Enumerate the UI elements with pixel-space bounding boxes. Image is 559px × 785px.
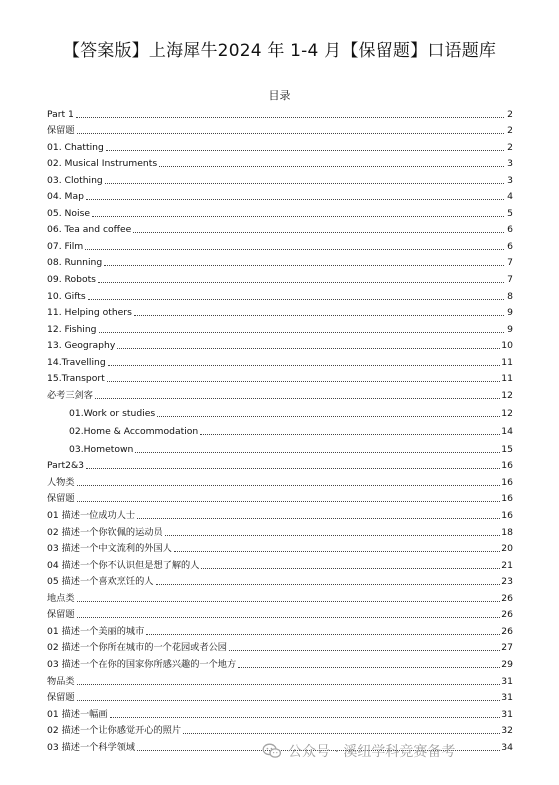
toc-entry-label: 地点类 — [47, 592, 75, 604]
toc-entry-label: 15.Transport — [47, 373, 105, 385]
toc-entry-page: 11 — [501, 356, 513, 368]
toc-leader-dots — [95, 397, 500, 399]
toc-entry[interactable] — [47, 638, 513, 655]
toc-entry-page: 3 — [507, 174, 513, 186]
toc-entry[interactable] — [47, 385, 513, 402]
toc-entry[interactable] — [47, 352, 513, 369]
toc-leader-dots — [146, 633, 500, 635]
toc-entry-label: 05 描述一个喜欢烹饪的人 — [47, 576, 154, 588]
toc-leader-dots — [77, 484, 501, 486]
toc-entry-page: 31 — [501, 708, 513, 720]
toc-entry-page: 27 — [501, 642, 513, 654]
toc-entry-label: 人物类 — [47, 476, 75, 488]
toc-entry-label: 必考三剑客 — [47, 389, 93, 401]
toc-entry-label: 03. Clothing — [47, 174, 103, 186]
toc-leader-dots — [183, 732, 500, 734]
toc-entry[interactable] — [47, 170, 513, 187]
toc-leader-dots — [156, 583, 501, 585]
toc-entry-label: 11. Helping others — [47, 307, 132, 319]
toc-leader-dots — [104, 264, 504, 266]
toc-entry[interactable] — [47, 671, 513, 688]
toc-entry[interactable] — [47, 539, 513, 556]
toc-leader-dots — [238, 666, 500, 668]
toc-entry[interactable] — [47, 303, 513, 320]
toc-entry-label: 02 描述一个你钦佩的运动员 — [47, 526, 163, 538]
toc-entry[interactable] — [47, 187, 513, 204]
toc-entry-label: 04. Map — [47, 191, 84, 203]
toc-entry-label: 01 描述一个美丽的城市 — [47, 625, 145, 637]
toc-entry-page: 3 — [507, 158, 513, 170]
toc-entry-label: 08. Running — [47, 257, 103, 269]
toc-leader-dots — [86, 467, 500, 469]
toc-entry[interactable] — [47, 402, 513, 420]
toc-leader-dots — [77, 699, 501, 701]
toc-entry-label: 02 描述一个你所在城市的一个花园或者公园 — [47, 642, 227, 654]
toc-entry[interactable] — [47, 203, 513, 220]
toc-leader-dots — [110, 716, 501, 718]
toc-leader-dots — [135, 451, 500, 453]
toc-entry[interactable] — [47, 104, 513, 121]
toc-entry-page: 20 — [501, 543, 513, 555]
toc-entry-page: 4 — [507, 191, 513, 203]
toc-entry-page: 15 — [501, 443, 513, 455]
toc-entry-label: 保留题 — [47, 609, 75, 621]
toc-entry-label: 06. Tea and coffee — [47, 224, 132, 236]
toc-leader-dots — [174, 550, 500, 552]
toc-entry[interactable] — [47, 336, 513, 353]
toc-entry-page: 2 — [507, 141, 513, 153]
toc-entry[interactable] — [47, 319, 513, 336]
toc-entry-label: 14.Travelling — [47, 356, 106, 368]
toc-leader-dots — [92, 215, 504, 217]
toc-leader-dots — [229, 649, 500, 651]
toc-entry-page: 2 — [507, 125, 513, 137]
toc-entry-label: 02 描述一个让你感觉开心的照片 — [47, 725, 182, 737]
toc-leader-dots — [86, 198, 504, 200]
toc-entry-label: 09. Robots — [47, 274, 96, 286]
toc-entry-page: 18 — [501, 526, 513, 538]
toc-entry[interactable] — [47, 286, 513, 303]
toc-entry[interactable] — [47, 236, 513, 253]
toc-entry[interactable] — [47, 572, 513, 589]
toc-entry-page: 29 — [501, 658, 513, 670]
toc-entry[interactable] — [47, 220, 513, 237]
toc-entry-label: 01 描述一幅画 — [47, 708, 108, 720]
toc-entry-page: 5 — [507, 207, 513, 219]
toc-leader-dots — [77, 500, 501, 502]
toc-entry[interactable] — [47, 137, 513, 154]
toc-entry-label: 03.Hometown — [69, 443, 134, 455]
toc-leader-dots — [137, 517, 500, 519]
toc-entry-label: 03 描述一个科学领域 — [47, 741, 136, 753]
toc-entry-label: 保留题 — [47, 692, 75, 704]
toc-entry-page: 23 — [501, 576, 513, 588]
toc-leader-dots — [88, 298, 504, 300]
toc-entry[interactable] — [47, 605, 513, 622]
wechat-icon — [262, 743, 282, 759]
toc-entry[interactable] — [47, 654, 513, 671]
toc-entry[interactable] — [47, 505, 513, 522]
toc-leader-dots — [77, 132, 504, 134]
toc-entry-page: 14 — [501, 425, 513, 437]
toc-entry-page: 11 — [501, 373, 513, 385]
toc-entry-page: 16 — [501, 460, 513, 472]
toc-entry-page: 26 — [501, 592, 513, 604]
watermark-text: 公众号 · 溪纽学科竞赛备考 — [288, 744, 456, 760]
toc-entry-label: Part 1 — [47, 108, 74, 120]
toc-leader-dots — [85, 248, 504, 250]
toc-entry-page: 32 — [501, 725, 513, 737]
toc-leader-dots — [200, 433, 500, 435]
toc-entry-page: 12 — [501, 389, 513, 401]
toc-entry-label: 07. Film — [47, 240, 84, 252]
toc-entry[interactable] — [47, 555, 513, 572]
toc-heading: 目录 — [268, 89, 291, 102]
toc-entry-label: 02.Home & Accommodation — [69, 425, 199, 437]
toc-entry-label: 保留题 — [47, 493, 75, 505]
toc-entry[interactable] — [47, 688, 513, 705]
toc-entry-page: 7 — [507, 257, 513, 269]
toc-entry[interactable] — [47, 522, 513, 539]
toc-leader-dots — [201, 567, 500, 569]
watermark — [262, 741, 455, 761]
toc-leader-dots — [77, 600, 501, 602]
toc-entry-page: 12 — [501, 407, 513, 419]
toc-entry-label: 01 描述一位成功人士 — [47, 510, 136, 522]
toc-entry[interactable] — [47, 721, 513, 738]
toc-entry-page: 2 — [507, 108, 513, 120]
toc-leader-dots — [157, 415, 500, 417]
toc-entry-page: 7 — [507, 274, 513, 286]
toc-entry[interactable] — [47, 456, 513, 473]
table-of-contents — [47, 104, 513, 754]
toc-entry-page: 16 — [501, 510, 513, 522]
document-title: 【答案版】上海犀牛2024 年 1-4 月【保留题】口语题库 — [62, 41, 497, 61]
toc-leader-dots — [133, 231, 504, 233]
toc-entry-page: 26 — [501, 609, 513, 621]
toc-entry[interactable] — [47, 369, 513, 386]
toc-entry-label: 03 描述一个中文流利的外国人 — [47, 543, 172, 555]
toc-leader-dots — [159, 165, 504, 167]
toc-entry[interactable] — [47, 489, 513, 506]
toc-leader-dots — [98, 281, 504, 283]
toc-entry-label: 03 描述一个在你的国家你所感兴趣的一个地方 — [47, 658, 237, 670]
toc-entry[interactable] — [47, 472, 513, 489]
toc-entry[interactable] — [47, 438, 513, 456]
toc-entry-page: 34 — [501, 741, 513, 753]
toc-entry-page: 26 — [501, 625, 513, 637]
toc-entry-page: 6 — [507, 240, 513, 252]
toc-entry-page: 31 — [501, 675, 513, 687]
toc-entry-page: 16 — [501, 476, 513, 488]
toc-entry-page: 21 — [501, 559, 513, 571]
toc-leader-dots — [108, 364, 501, 366]
toc-entry[interactable] — [47, 121, 513, 138]
toc-entry-page: 9 — [507, 307, 513, 319]
toc-leader-dots — [134, 314, 504, 316]
toc-entry-page: 16 — [501, 493, 513, 505]
toc-entry-page: 10 — [501, 340, 513, 352]
toc-entry-label: 02. Musical Instruments — [47, 158, 158, 170]
toc-entry-page: 6 — [507, 224, 513, 236]
toc-leader-dots — [99, 331, 504, 333]
toc-entry-label: 12. Fishing — [47, 323, 97, 335]
toc-leader-dots — [77, 616, 501, 618]
toc-entry[interactable] — [47, 621, 513, 638]
toc-entry-label: 01. Chatting — [47, 141, 104, 153]
toc-entry-label: 01.Work or studies — [69, 407, 156, 419]
toc-entry-label: Part2&3 — [47, 460, 84, 472]
toc-entry-label: 13. Geography — [47, 340, 116, 352]
toc-entry[interactable] — [47, 154, 513, 171]
toc-entry[interactable] — [47, 253, 513, 270]
toc-entry-label: 04 描述一个你不认识但是想了解的人 — [47, 559, 200, 571]
toc-leader-dots — [117, 347, 500, 349]
toc-entry-page: 31 — [501, 692, 513, 704]
toc-entry[interactable] — [47, 588, 513, 605]
toc-entry[interactable] — [47, 269, 513, 286]
toc-entry[interactable] — [47, 704, 513, 721]
toc-entry-label: 保留题 — [47, 125, 75, 137]
toc-entry-page: 9 — [507, 323, 513, 335]
toc-entry[interactable] — [47, 420, 513, 438]
toc-leader-dots — [77, 683, 501, 685]
toc-leader-dots — [106, 149, 504, 151]
toc-leader-dots — [107, 380, 501, 382]
toc-entry-page: 8 — [507, 290, 513, 302]
toc-entry-label: 10. Gifts — [47, 290, 86, 302]
toc-entry-label: 05. Noise — [47, 207, 91, 219]
toc-entry-label: 物品类 — [47, 675, 75, 687]
toc-leader-dots — [76, 116, 504, 118]
toc-leader-dots — [165, 534, 501, 536]
toc-leader-dots — [105, 182, 504, 184]
